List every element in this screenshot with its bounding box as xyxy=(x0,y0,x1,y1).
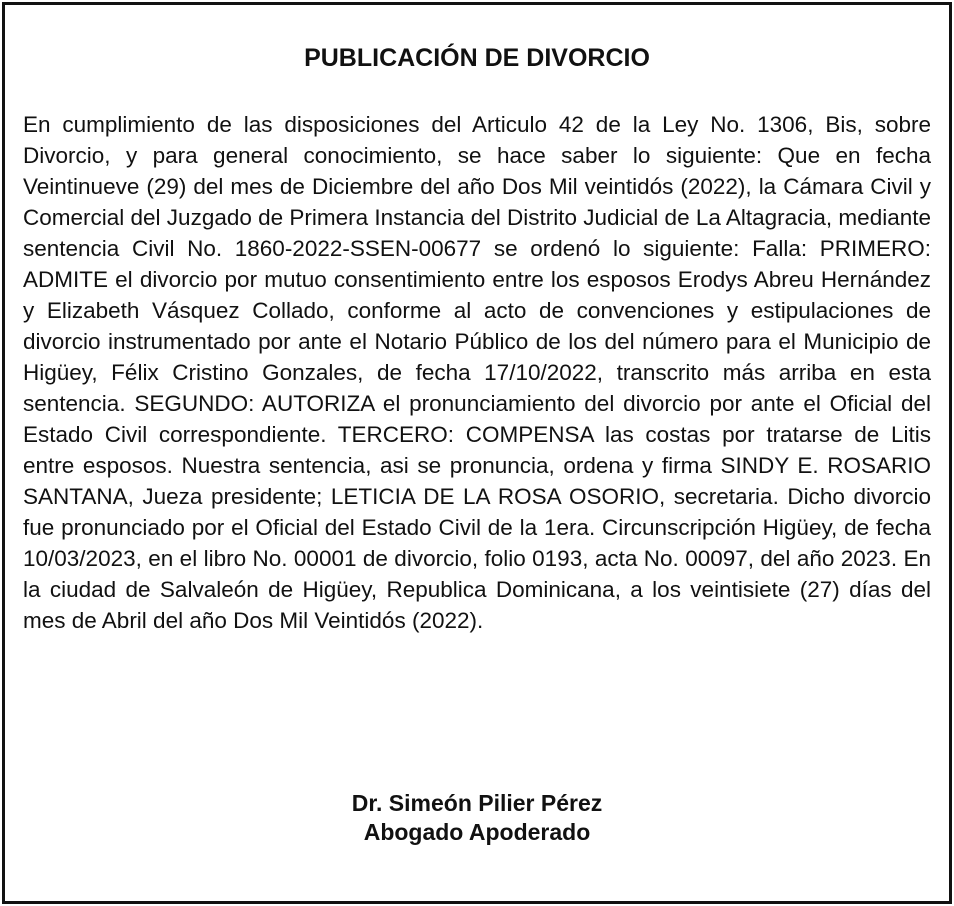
notice-title: PUBLICACIÓN DE DIVORCIO xyxy=(304,44,650,72)
signature-block xyxy=(5,789,949,847)
signature-name: Dr. Simeón Pilier Pérez xyxy=(351,790,603,816)
notice-frame xyxy=(2,2,952,904)
notice-body-paragraph: En cumplimiento de las disposiciones del Articulo 42 de la Ley No. 1306, Bis, sobre Divorcio, y para general conocimiento, se hace saber lo siguiente: Que en fecha Veintinueve (29) del mes de Diciembre del año Dos Mil veintidós (2022), la Cámara Civil y Comercial del Juzgado de Primera Instancia del Distrito Judicial de La Altagracia, mediante sentencia Civil No. 1860-2022-SSEN-00677 se ordenó lo siguiente: Falla: PRIMERO: ADMITE el divorcio por mutuo consentimiento entre los esposos Erodys Abreu Hernández y Elizabeth Vásquez Collado, conforme al acto de convenciones y estipulaciones de divorcio instrumentado por ante el Notario Público de los del número para el Municipio de Higüey, Félix Cristino Gonzales, de fecha 17/10/2022, transcrito más arriba en esta sentencia. SEGUNDO: AUTORIZA el pronunciamiento del divorcio por ante el Oficial del Estado Civil correspondiente. TERCERO: COMPENSA las costas por tratarse de Litis entre esposos. Nuestra sentencia, asi se pronuncia, ordena y firma SINDY E. ROSARIO SANTANA, Jueza presidente; LETICIA DE LA ROSA OSORIO, secretaria. Dicho divorcio fue pronunciado por el Oficial del Estado Civil de la 1era. Circunscripción Higüey, de fecha 10/03/2023, en el libro No. 00001 de divorcio, folio 0193, acta No. 00097, del año 2023. En la ciudad de Salvaleón de Higüey, Republica Dominicana, a los veintisiete (27) días del mes de Abril del año Dos Mil Veintidós (2022). xyxy=(23,112,931,633)
signature-role: Abogado Apoderado xyxy=(363,819,591,845)
